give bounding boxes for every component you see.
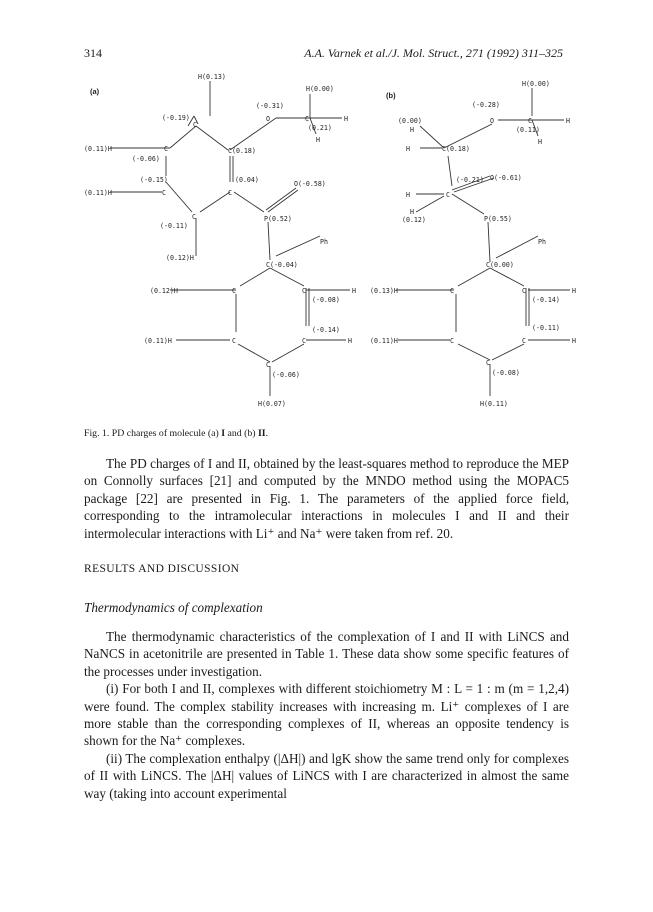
atom-charge-label: (0.11)H — [84, 189, 112, 197]
atom-charge-label: P(0.55) — [484, 215, 512, 223]
atom-charge-label: (-0.15) — [140, 176, 168, 184]
atom-charge-label: C(-0.04) — [266, 261, 298, 269]
atom-charge-label: H(0.13) — [198, 73, 226, 81]
atom-charge-label: (0.12)H — [150, 287, 178, 295]
panel-b — [370, 80, 576, 408]
atom-charge-label: O — [490, 117, 494, 125]
bond-line — [490, 268, 524, 286]
atom-charge-label: (0.12)H — [166, 254, 194, 262]
bond-line — [458, 344, 490, 360]
bond-line — [166, 182, 192, 212]
atom-charge-label: (0.11)H — [144, 337, 172, 345]
running-head: A.A. Varnek et al./J. Mol. Struct., 271 (1992) 311–325 — [304, 46, 563, 60]
paragraph-point-i: (i) For both I and II, complexes with different stoichiometry M : L = 1 : m (m = 1,2,4) were found. The complex stability increases with increasing m. Li⁺ complexes of I are more stable than the corresponding complexes of II, whereas an opposite tendency is shown for the Na⁺ complexes. — [84, 681, 569, 749]
atom-charge-label: (0.04) — [235, 176, 259, 184]
atom-charge-label: C — [162, 189, 166, 197]
atom-charge-label: Ph — [320, 238, 328, 246]
paragraph-point-ii: (ii) The complexation enthalpy (|ΔH|) and lgK show the same trend only for complexes of II with LiNCS. The |ΔH| values of LiNCS with I are characterized in almost the same way (taking into account experimental — [84, 750, 569, 801]
panel-a — [84, 73, 356, 408]
atom-charge-label: H — [406, 145, 410, 153]
atom-charge-label: (-0.21) — [456, 176, 484, 184]
panel-b-label: (b) — [386, 91, 396, 100]
section-heading: RESULTS AND DISCUSSION — [84, 563, 240, 575]
atom-charge-label: O(-0.61) — [490, 174, 522, 182]
atom-charge-label: O(-0.58) — [294, 180, 326, 188]
atom-charge-label: C — [266, 361, 270, 369]
atom-charge-label: H(0.11) — [480, 400, 508, 408]
bond-line — [492, 344, 524, 360]
bond-line — [416, 196, 444, 212]
atom-charge-label: C — [193, 121, 197, 129]
atom-charge-label: (-0.08) — [492, 369, 520, 377]
atom-charge-label: (-0.11) — [532, 324, 560, 332]
bond-line — [266, 188, 296, 210]
atom-charge-label: H — [352, 287, 356, 295]
bond-line — [420, 126, 444, 148]
atom-charge-label: (-0.31) — [256, 102, 284, 110]
atom-charge-label: C — [232, 287, 236, 295]
atom-charge-label: (0.11) — [516, 126, 540, 134]
atom-charge-label: C — [522, 287, 526, 295]
atom-charge-label: (0.00) — [398, 117, 422, 125]
bond-line — [496, 236, 538, 258]
atom-charge-label: C — [228, 189, 232, 197]
atom-charge-label: (-0.14) — [312, 326, 340, 334]
atom-charge-label: H — [572, 287, 576, 295]
paragraph-pd-charges: The PD charges of I and II, obtained by the least-squares method to reproduce the MEP on Connolly surfaces [21] and computed by the MNDO method using the MOPAC5 package [22] are presented in Fig. 1. The parameters of the applied force field, corresponding to the intramolecular interactions in molecules I and II and their intermolecular interactions with Li⁺ and Na⁺ were taken from ref. 20. — [84, 456, 569, 541]
figure-caption: Fig. 1. PD charges of molecule (a) I and (b) II. — [84, 428, 269, 439]
atom-charge-label: H — [572, 337, 576, 345]
atom-charge-label: (0.21) — [308, 124, 332, 132]
atom-charge-label: H(0.00) — [522, 80, 550, 88]
page-number: 314 — [84, 46, 102, 60]
atom-charge-label: (-0.28) — [472, 101, 500, 109]
atom-charge-label: (-0.06) — [132, 155, 160, 163]
atom-charge-label: (-0.19) — [162, 114, 190, 122]
atom-charge-label: H — [344, 115, 348, 123]
atom-charge-label: C(0.18) — [228, 147, 256, 155]
atom-charge-label: C — [450, 287, 454, 295]
body-paragraph — [84, 455, 569, 542]
atom-charge-label: H — [410, 126, 414, 134]
bond-line — [268, 190, 298, 212]
atom-charge-label: C(0.00) — [486, 261, 514, 269]
atom-charge-label: C — [446, 191, 450, 199]
atom-charge-label: H — [410, 208, 414, 216]
atom-charge-label: (-0.14) — [532, 296, 560, 304]
atom-charge-label: C — [192, 213, 196, 221]
atom-charge-label: H — [538, 138, 542, 146]
bond-line — [458, 268, 490, 286]
atom-charge-label: C(0.18) — [442, 145, 470, 153]
atom-charge-label: C — [302, 337, 306, 345]
subsection-heading: Thermodynamics of complexation — [84, 600, 263, 615]
atom-charge-label: H(0.00) — [306, 85, 334, 93]
bond-line — [276, 236, 320, 256]
atom-charge-label: O — [266, 115, 270, 123]
atom-charge-label: (-0.11) — [160, 222, 188, 230]
bond-line — [240, 268, 270, 286]
atom-charge-label: (0.11)H — [84, 145, 112, 153]
atom-charge-label: H(0.07) — [258, 400, 286, 408]
bond-line — [272, 344, 304, 362]
atom-charge-label: H — [566, 117, 570, 125]
body-text — [84, 628, 569, 802]
atom-charge-label: (0.13)H — [370, 287, 398, 295]
bond-line — [452, 194, 484, 214]
panel-a-label: (a) — [90, 87, 100, 96]
atom-charge-label: C — [164, 145, 168, 153]
atom-charge-label: H — [406, 191, 410, 199]
atom-charge-label: H — [348, 337, 352, 345]
atom-charge-label: P(0.52) — [264, 215, 292, 223]
atom-charge-label: (-0.06) — [272, 371, 300, 379]
atom-charge-label: (-0.08) — [312, 296, 340, 304]
atom-charge-label: C — [232, 337, 236, 345]
figure-structures — [80, 64, 580, 424]
bond-line — [196, 126, 228, 150]
bond-line — [200, 192, 230, 212]
bond-line — [238, 344, 270, 362]
bond-line — [488, 222, 490, 262]
atom-charge-label: (0.12) — [402, 216, 426, 224]
atom-charge-label: (0.11)H — [370, 337, 398, 345]
atom-charge-label: C — [522, 337, 526, 345]
atom-charge-label: C — [302, 287, 306, 295]
bond-line — [268, 222, 270, 260]
atom-charge-label: C — [450, 337, 454, 345]
bond-line — [170, 126, 196, 148]
bond-line — [234, 192, 264, 212]
atom-charge-label: H — [316, 136, 320, 144]
atom-charge-label: C — [486, 359, 490, 367]
paragraph-thermo-intro: The thermodynamic characteristics of the complexation of I and II with LiNCS and NaNCS in acetonitrile are presented in Table 1. These data show some specific features of the processes under investigation. — [84, 629, 569, 679]
bond-line — [448, 156, 452, 186]
atom-charge-label: C — [528, 117, 532, 125]
structure-diagram — [80, 64, 580, 424]
atom-charge-label: Ph — [538, 238, 546, 246]
atom-charge-label: C — [305, 115, 309, 123]
bond-line — [270, 268, 304, 286]
